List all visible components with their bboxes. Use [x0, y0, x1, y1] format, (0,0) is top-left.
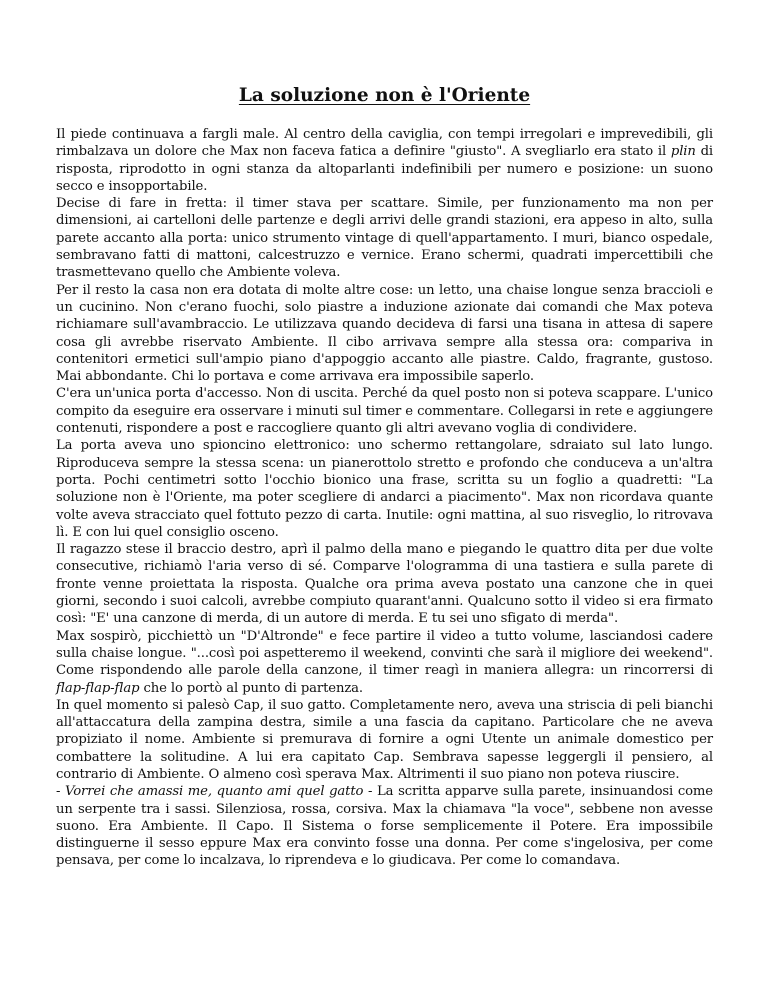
text-run: Max sospirò, picchiettò un "D'Altronde" e fece partire il video a tutto volume, lasciandosi cadere sulla chaise longue. "...così poi aspetteremo il weekend, convinti che sarà il migliore dei weekend". Come rispondendo alle parole della canzone, il timer reagì in maniera allegra: un rincorrersi di [56, 628, 713, 679]
text-run: Per il resto la casa non era dotata di molte altre cose: un letto, una chaise longue senza braccioli e un cucinino. Non c'erano fuochi, solo piastre a induzione azionate dai comandi che Max poteva richiamare sull'avambraccio. Le utilizzava quando decideva di farsi una tisana in attesa di sapere cosa gli avrebbe riservato Ambiente. Il cibo arrivava sempre alla stessa ora: compariva in contenitori ermetici sull'ampio piano d'appoggio accanto alle piastre. Caldo, fragrante, gustoso. Mai abbondante. Chi lo portava e come arrivava era impossibile saperlo. [56, 282, 713, 385]
paragraph [56, 385, 713, 437]
text-run: - [56, 784, 66, 800]
text-run: In quel momento si palesò Cap, il suo gatto. Completamente nero, aveva una striscia di peli bianchi all'attaccatura della zampina destra, simile a una fascia da capitano. Particolare che ne aveva propiziato il nome. Ambiente si premurava di fornire a ogni Utente un animale domestico per combattere la solitudine. A lui era capitato Cap. Sembrava sapesse leggergli il pensiero, al contrario di Ambiente. O almeno così sperava Max. Altrimenti il suo piano non poteva riuscire. [56, 697, 713, 782]
paragraph [56, 628, 713, 697]
text-run: di risposta, riprodotto in ogni stanza da altoparlanti indefinibili per numero e posizione: un suono secco e insopportabile. [56, 144, 713, 194]
text-run: - La scritta apparve sulla parete, insinuandosi come un serpente tra i sassi. Silenziosa, rossa, corsiva. Max la chiamava "la voce", sebbene non avesse suono. Era Ambiente. Il Capo. Il Sistema o forse semplicemente il Potere. Era impossibile distinguerne il sesso eppure Max era convinto fosse una donna. Per come s'ingelosiva, per come pensava, per come lo incalzava, lo riprendeva e lo giudicava. Per come lo comandava. [56, 784, 713, 869]
text-run: che lo portò al punto di partenza. [139, 680, 363, 696]
italic-text: flap-flap-flap [56, 680, 140, 696]
italic-text: plin [670, 144, 696, 160]
italic-text: Vorrei che amassi me, quanto ami quel gatto [65, 784, 364, 800]
paragraph [56, 541, 713, 627]
document-title: La soluzione non è l'Oriente [238, 85, 531, 106]
paragraph [56, 437, 713, 541]
text-run: Il ragazzo stese il braccio destro, aprì il palmo della mano e piegando le quattro dita per due volte consecutive, richiamò l'aria verso di sé. Comparve l'ologramma di una tastiera e sulla parete di fronte venne proiettata la risposta. Qualche ora prima aveva postato una canzone che in quei giorni, secondo i suoi calcoli, avrebbe compiuto quarant'anni. Qualcuno sotto il video si era firmato così: "E' una canzone di merda, di un autore di merda. E tu sei uno sfigato di merda". [56, 542, 713, 627]
paragraph [56, 126, 713, 195]
text-run: C'era un'unica porta d'accesso. Non di uscita. Perché da quel posto non si poteva scappare. L'unico compito da eseguire era osservare i minuti sul timer e commentare. Collegarsi in rete e aggiungere contenuti, rispondere a post e raccogliere quanto gli altri avevano voglia di condividere. [56, 386, 713, 437]
text-run: Il piede continuava a fargli male. Al centro della caviglia, con tempi irregolari e imprevedibili, gli rimbalzava un dolore che Max non faceva fatica a definire "giusto". A svegliarlo era stato il [56, 127, 713, 160]
text-run: Decise di fare in fretta: il timer stava per scattare. Simile, per funzionamento ma non per dimensioni, ai cartelloni delle partenze e degli arrivi delle grandi stazioni, era appeso in alto, sulla parete accanto alla porta: unico strumento vintage di quell'appartamento. I muri, bianco ospedale, sembravano fatti di mattoni, calcestruzzo e vernice. Erano schermi, quadrati impercettibili che trasmettevano quello che Ambiente voleva. [56, 196, 713, 281]
paragraph [56, 282, 713, 386]
paragraph [56, 697, 713, 783]
paragraph [56, 783, 713, 869]
paragraph [56, 195, 713, 281]
document-body [56, 126, 713, 870]
text-run: La porta aveva uno spioncino elettronico: uno schermo rettangolare, sdraiato sul lato lungo. Riproduceva sempre la stessa scena: un pianerottolo stretto e profondo che conduceva a un'altra porta. Pochi centimetri sotto l'occhio bionico una frase, scritta su un foglio a quadretti: "La soluzione non è l'Oriente, ma poter scegliere di andarci a piacimento". Max non ricordava quante volte aveva stracciato quel fottuto pezzo di carta. Inutile: ogni mattina, al suo risveglio, lo ritrovava lì. E con lui quel consiglio osceno. [56, 438, 713, 540]
